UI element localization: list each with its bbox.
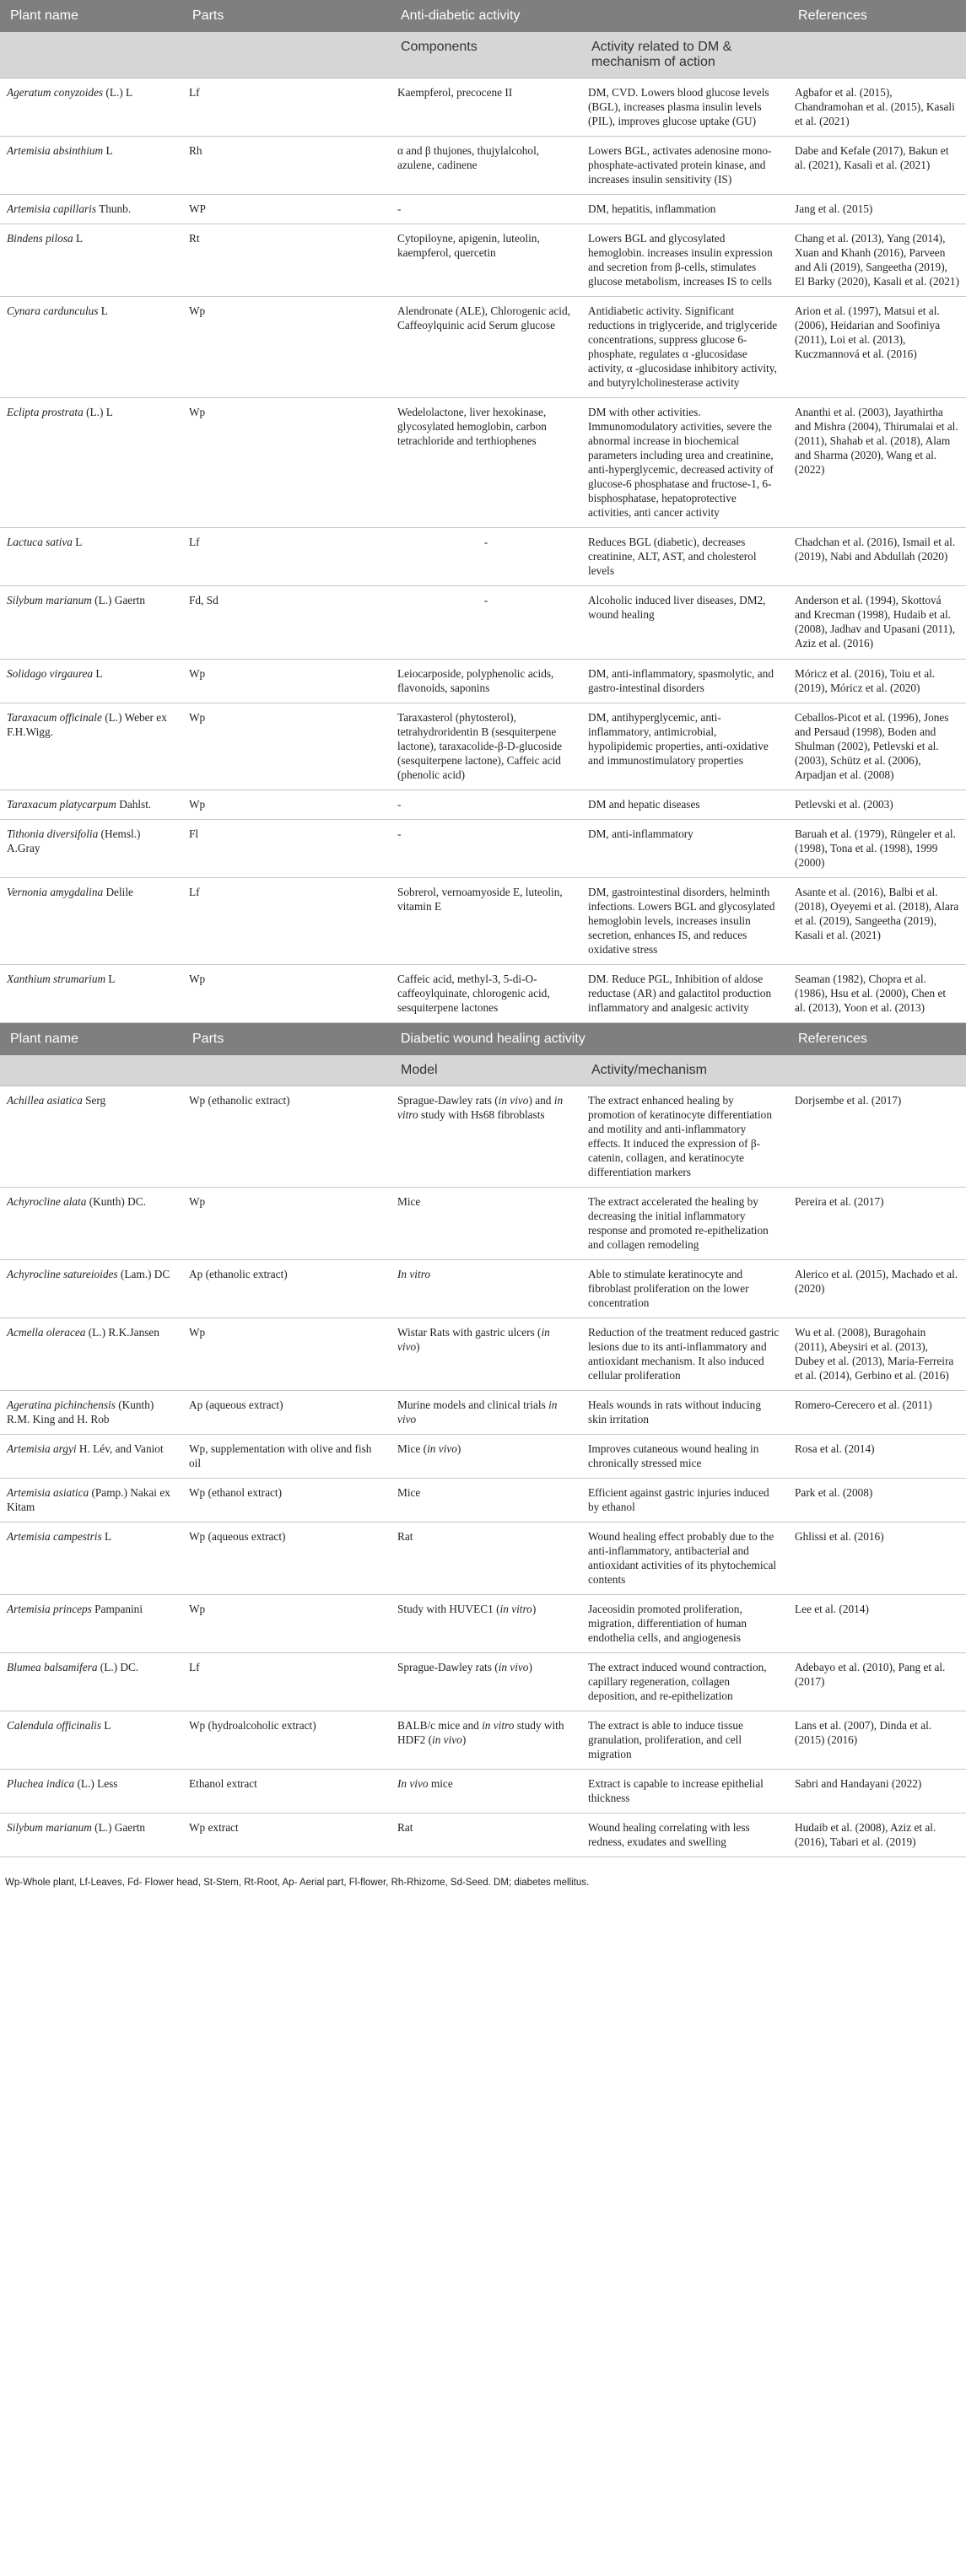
model-cell — [391, 1595, 581, 1653]
plant-authority: Thunb. — [96, 202, 132, 216]
section2-header — [0, 1022, 966, 1086]
activity-cell: DM, CVD. Lowers blood glucose levels (BGL), increases plasma insulin levels (PIL), improves glucose uptake (GU) — [581, 78, 788, 137]
activity-cell: Antidiabetic activity. Significant reductions in triglyceride, and triglyceride concentrations, suppress glucose 6-phosphate, regulates α -glucosidase activity, α -glucosidase inhibitory activity, and butyrylcholinesterase activity — [581, 297, 788, 398]
table-row — [0, 137, 966, 195]
table-row — [0, 1595, 966, 1653]
model-text: Sprague-Dawley rats ( — [397, 1661, 499, 1674]
references-cell: Anderson et al. (1994), Skottová and Krecman (1998), Hudaib et al. (2008), Jadhav and Upasani (2011), Aziz et al. (2016) — [788, 586, 966, 659]
model-text-italic: In vitro — [397, 1267, 431, 1280]
references-cell: Ceballos-Picot et al. (1996), Jones and Persaud (1998), Boden and Shulman (2002), Petlevski et al. (2003), Schütz et al. (2006), Arpadjan et al. (2008) — [788, 703, 966, 790]
plant-scientific-name: Achyrocline alata — [7, 1194, 87, 1208]
header-references: References — [788, 1022, 966, 1055]
table-row — [0, 528, 966, 586]
header-plant-name: Plant name — [0, 0, 182, 32]
model-cell — [391, 1711, 581, 1770]
components-cell: Caffeic acid, methyl-3, 5-di-O-caffeoylquinate, chlorogenic acid, sesquiterpene lactones — [391, 964, 581, 1022]
header-plant-name: Plant name — [0, 1022, 182, 1055]
parts-cell: Wp, supplementation with olive and fish oil — [182, 1435, 391, 1479]
parts-cell: Lf — [182, 877, 391, 964]
table-footnote: Wp-Whole plant, Lf-Leaves, Fd- Flower head, St-Stem, Rt-Root, Ap- Aerial part, Fl-flower, Rh-Rhizome, Sd-Seed. DM; diabetes mellitus. — [5, 1878, 590, 1889]
plant-authority: (L.) L — [103, 86, 133, 99]
plant-scientific-name: Lactuca sativa — [7, 536, 73, 549]
plant-scientific-name: Ageratina pichinchensis — [7, 1398, 116, 1412]
model-text: Mice ( — [397, 1442, 428, 1456]
plant-scientific-name: Xanthium strumarium — [7, 972, 106, 985]
model-text-italic: in vivo — [397, 1398, 558, 1426]
model-text: Wistar Rats with gastric ulcers ( — [397, 1326, 542, 1339]
plant-name-cell — [0, 398, 182, 528]
table-row — [0, 790, 966, 819]
parts-cell: Lf — [182, 528, 391, 586]
references-cell: Lee et al. (2014) — [788, 1595, 966, 1653]
table-row — [0, 877, 966, 964]
activity-cell: Lowers BGL and glycosylated hemoglobin. increases insulin expression and secretion from β-cells, stimulates glucose metabolism, increases IS to cells — [581, 224, 788, 297]
plant-scientific-name: Pluchea indica — [7, 1777, 75, 1791]
plant-name-cell — [0, 1479, 182, 1522]
model-cell — [391, 1522, 581, 1595]
parts-cell: Wp — [182, 1187, 391, 1259]
header-wound-healing-activity: Diabetic wound healing activity — [391, 1022, 788, 1055]
activity-cell: DM, anti-inflammatory, spasmolytic, and gastro-intestinal disorders — [581, 659, 788, 703]
parts-cell: Wp — [182, 1595, 391, 1653]
model-cell — [391, 1318, 581, 1391]
components-cell: Kaempferol, precocene II — [391, 78, 581, 137]
plant-authority: Pampanini — [91, 1603, 143, 1616]
model-text-italic: in vitro — [397, 1093, 564, 1121]
subheader-empty — [788, 32, 966, 78]
subheader-empty — [788, 1055, 966, 1086]
model-cell — [391, 1435, 581, 1479]
parts-cell: Ap (ethanolic extract) — [182, 1259, 391, 1318]
parts-cell: Lf — [182, 1653, 391, 1711]
activity-cell: The extract enhanced healing by promotion of keratinocyte differentiation and motility and anti-inflammatory effects. It induced the expression of β-catenin, collagen, and keratinocyte differentiation markers — [581, 1086, 788, 1187]
activity-cell: The extract accelerated the healing by decreasing the initial inflammatory response and promoted re-epithelization and collagen remodeling — [581, 1187, 788, 1259]
subheader-activity-mechanism: Activity/mechanism — [581, 1055, 788, 1086]
subheader-model: Model — [391, 1055, 581, 1086]
parts-cell: Rh — [182, 137, 391, 195]
model-text: Rat — [397, 1530, 413, 1544]
table-row — [0, 195, 966, 224]
plant-authority: (Pamp.) Nakai ex Kitam — [7, 1486, 170, 1514]
references-cell: Ananthi et al. (2003), Jayathirtha and Mishra (2004), Thirumalai et al. (2011), Shahab et al. (2018), Alam and Sharma (2020), Wang et al. (2022) — [788, 398, 966, 528]
section2-body — [0, 1086, 966, 1857]
plant-name-cell — [0, 1391, 182, 1435]
activity-cell: DM, hepatitis, inflammation — [581, 195, 788, 224]
plant-authority: L — [98, 304, 108, 318]
plant-scientific-name: Artemisia princeps — [7, 1603, 92, 1616]
model-text: BALB/c mice and — [397, 1719, 483, 1733]
plant-scientific-name: Calendula officinalis — [7, 1719, 101, 1733]
parts-cell: Fl — [182, 819, 391, 877]
model-text: study with HDF2 ( — [397, 1719, 564, 1747]
table-row — [0, 297, 966, 398]
header-references: References — [788, 0, 966, 32]
model-text-italic: in vivo — [427, 1442, 457, 1456]
components-cell: - — [391, 528, 581, 586]
plant-name-cell — [0, 1595, 182, 1653]
plant-name-cell — [0, 1770, 182, 1813]
activity-cell: Reduction of the treatment reduced gastric lesions due to its anti-inflammatory and antioxidant mechanism. It also induced cellular proliferation — [581, 1318, 788, 1391]
model-text: Mice — [397, 1486, 421, 1500]
table-row — [0, 1711, 966, 1770]
plant-name-cell — [0, 1086, 182, 1187]
table-row — [0, 1479, 966, 1522]
model-text-italic: in vivo — [498, 1093, 529, 1107]
references-cell: Alerico et al. (2015), Machado et al. (2020) — [788, 1259, 966, 1318]
table-row — [0, 78, 966, 137]
model-text-italic: in vitro — [499, 1603, 532, 1616]
table-row — [0, 1813, 966, 1857]
components-cell: - — [391, 586, 581, 659]
references-cell: Chadchan et al. (2016), Ismail et al. (2019), Nabi and Abdullah (2020) — [788, 528, 966, 586]
parts-cell: Wp (aqueous extract) — [182, 1522, 391, 1595]
components-cell: - — [391, 819, 581, 877]
components-cell: Cytopiloyne, apigenin, luteolin, kaempferol, quercetin — [391, 224, 581, 297]
plant-scientific-name: Artemisia argyi — [7, 1442, 77, 1456]
table-row — [0, 1259, 966, 1318]
plant-name-cell — [0, 877, 182, 964]
references-cell: Ghlissi et al. (2016) — [788, 1522, 966, 1595]
components-cell: Sobrerol, vernoamyoside E, luteolin, vitamin E — [391, 877, 581, 964]
references-cell: Dabe and Kefale (2017), Bakun et al. (2021), Kasali et al. (2021) — [788, 137, 966, 195]
references-cell: Asante et al. (2016), Balbi et al. (2018), Oyeyemi et al. (2018), Alara et al. (2019), Sangeetha (2019), Kasali et al. (2021) — [788, 877, 966, 964]
model-text: ) — [528, 1661, 532, 1674]
plant-authority: L — [103, 144, 113, 158]
plant-authority: (L.) Gaertn — [91, 594, 145, 607]
references-cell: Wu et al. (2008), Buragohain (2011), Abeysiri et al. (2013), Dubey et al. (2013), Maria-Ferreira et al. (2014), Gerbino et al. (2016) — [788, 1318, 966, 1391]
table-row — [0, 1653, 966, 1711]
plant-scientific-name: Silybum marianum — [7, 1821, 92, 1835]
model-cell — [391, 1391, 581, 1435]
components-cell: Leiocarposide, polyphenolic acids, flavonoids, saponins — [391, 659, 581, 703]
table-row — [0, 586, 966, 659]
activity-cell: DM, anti-inflammatory — [581, 819, 788, 877]
header-parts: Parts — [182, 1022, 391, 1055]
parts-cell: Lf — [182, 78, 391, 137]
parts-cell: Ethanol extract — [182, 1770, 391, 1813]
references-cell: Dorjsembe et al. (2017) — [788, 1086, 966, 1187]
plant-scientific-name: Artemisia capillaris — [7, 202, 97, 216]
plant-scientific-name: Artemisia absinthium — [7, 144, 104, 158]
activity-cell: DM, gastrointestinal disorders, helminth infections. Lowers BGL and glycosylated hemoglobin levels, increases insulin secretion, enhances IS, and reduces oxidative stress — [581, 877, 788, 964]
plant-authority: L — [105, 972, 116, 985]
plant-authority: L — [101, 1530, 112, 1544]
activity-cell: DM and hepatic diseases — [581, 790, 788, 819]
table-row — [0, 1770, 966, 1813]
references-cell: Seaman (1982), Chopra et al. (1986), Hsu et al. (2000), Chen et al. (2013), Yoon et al. (2013) — [788, 964, 966, 1022]
activity-cell: The extract induced wound contraction, capillary regeneration, collagen deposition, and re-epithelization — [581, 1653, 788, 1711]
plant-scientific-name: Ageratum conyzoides — [7, 86, 104, 99]
plant-authority: (Hemsl.) A.Gray — [7, 827, 141, 854]
plant-scientific-name: Silybum marianum — [7, 594, 92, 607]
activity-cell: DM. Reduce PGL, Inhibition of aldose reductase (AR) and galactitol production inflammatory and analgesic activity — [581, 964, 788, 1022]
references-cell: Arion et al. (1997), Matsui et al. (2006), Heidarian and Soofiniya (2011), Loi et al. (2013), Kuczmannová et al. (2016) — [788, 297, 966, 398]
activity-cell: Jaceosidin promoted proliferation, migration, differentiation of human endothelia cells, and angiogenesis — [581, 1595, 788, 1653]
table-row — [0, 398, 966, 528]
plant-name-cell — [0, 137, 182, 195]
model-text: Mice — [397, 1194, 421, 1208]
plant-authority: Delile — [103, 885, 133, 898]
references-cell: Baruah et al. (1979), Rüngeler et al. (1998), Tona et al. (1998), 1999 (2000) — [788, 819, 966, 877]
parts-cell: Wp (ethanolic extract) — [182, 1086, 391, 1187]
components-cell: - — [391, 195, 581, 224]
plant-authority: Serg — [82, 1093, 106, 1107]
subheader-empty — [182, 32, 391, 78]
activity-cell: DM, antihyperglycemic, anti-inflammatory, antimicrobial, hypolipidemic properties, anti-oxidative and immunostimulatory properties — [581, 703, 788, 790]
plant-authority: (L.) Weber ex F.H.Wigg. — [7, 710, 167, 738]
references-cell: Petlevski et al. (2003) — [788, 790, 966, 819]
plant-authority: (Lam.) DC — [117, 1267, 170, 1280]
plant-name-cell — [0, 586, 182, 659]
table-row — [0, 1318, 966, 1391]
plant-name-cell — [0, 703, 182, 790]
model-cell — [391, 1653, 581, 1711]
model-text: Rat — [397, 1821, 413, 1835]
references-cell: Jang et al. (2015) — [788, 195, 966, 224]
references-cell: Hudaib et al. (2008), Aziz et al. (2016), Tabari et al. (2019) — [788, 1813, 966, 1857]
subheader-empty — [0, 1055, 182, 1086]
plant-scientific-name: Vernonia amygdalina — [7, 885, 104, 898]
plant-authority: L — [93, 666, 103, 680]
parts-cell: WP — [182, 195, 391, 224]
plant-name-cell — [0, 1522, 182, 1595]
table-row — [0, 659, 966, 703]
plant-name-cell — [0, 659, 182, 703]
plant-name-cell — [0, 1435, 182, 1479]
model-cell — [391, 1259, 581, 1318]
plant-name-cell — [0, 297, 182, 398]
plant-authority: (L.) DC. — [97, 1661, 139, 1674]
subheader-empty — [182, 1055, 391, 1086]
parts-cell: Wp (hydroalcoholic extract) — [182, 1711, 391, 1770]
model-text: ) — [416, 1340, 420, 1354]
activity-cell: Reduces BGL (diabetic), decreases creatinine, ALT, AST, and cholesterol levels — [581, 528, 788, 586]
components-cell: Taraxasterol (phytosterol), tetrahydroridentin B (sesquiterpene lactone), taraxacolide-β-D-glucoside (sesquiterpene lactone), Caffeic acid (phenolic acid) — [391, 703, 581, 790]
plant-authority: L — [100, 1719, 111, 1733]
plant-scientific-name: Cynara cardunculus — [7, 304, 99, 318]
model-text: ) — [461, 1733, 467, 1747]
plant-name-cell — [0, 790, 182, 819]
activity-cell: Able to stimulate keratinocyte and fibroblast proliferation on the lower concentration — [581, 1259, 788, 1318]
references-cell: Chang et al. (2013), Yang (2014), Xuan and Khanh (2016), Parveen and Ali (2019), Sangeetha (2019), El Barky (2020), Kasali et al. (2021) — [788, 224, 966, 297]
table-row — [0, 1086, 966, 1187]
plant-name-cell — [0, 528, 182, 586]
activity-cell: Improves cutaneous wound healing in chronically stressed mice — [581, 1435, 788, 1479]
parts-cell: Wp — [182, 398, 391, 528]
activity-cell: Efficient against gastric injuries induced by ethanol — [581, 1479, 788, 1522]
activity-cell: The extract is able to induce tissue granulation, proliferation, and cell migration — [581, 1711, 788, 1770]
plant-scientific-name: Solidago virgaurea — [7, 666, 94, 680]
header-parts: Parts — [182, 0, 391, 32]
plant-authority: (L.) Gaertn — [91, 1821, 145, 1835]
plant-scientific-name: Acmella oleracea — [7, 1326, 86, 1339]
references-cell: Adebayo et al. (2010), Pang et al. (2017) — [788, 1653, 966, 1711]
activity-cell: Extract is capable to increase epithelial thickness — [581, 1770, 788, 1813]
plant-authority: L — [72, 536, 83, 549]
parts-cell: Rt — [182, 224, 391, 297]
subheader-components: Components — [391, 32, 581, 78]
plant-name-cell — [0, 1318, 182, 1391]
activity-cell: DM with other activities. Immunomodulatory activities, severe the abnormal increase in biochemical parameters including urea and creatinine, anti-hyperglycemic, decreased activity of glucose-6 phosphatase and fructose-1, 6-bisphosphatase, hepatoprotective activities, anti cancer activity — [581, 398, 788, 528]
model-text: Sprague-Dawley rats ( — [397, 1093, 499, 1107]
plant-name-cell — [0, 1259, 182, 1318]
plant-name-cell — [0, 1711, 182, 1770]
plant-scientific-name: Blumea balsamifera — [7, 1661, 98, 1674]
plant-scientific-name: Taraxacum officinale — [7, 710, 102, 724]
model-text: study with Hs68 fibroblasts — [418, 1107, 545, 1121]
model-text: Murine models and clinical trials — [397, 1398, 549, 1412]
model-cell — [391, 1770, 581, 1813]
model-text-italic: in vitro — [482, 1719, 515, 1733]
parts-cell: Wp — [182, 964, 391, 1022]
activity-cell: Wound healing correlating with less redness, exudates and swelling — [581, 1813, 788, 1857]
parts-cell: Wp — [182, 703, 391, 790]
plant-name-cell — [0, 819, 182, 877]
model-text: ) — [532, 1603, 537, 1616]
components-cell: α and β thujones, thujylalcohol, azulene, cadinene — [391, 137, 581, 195]
references-cell: Pereira et al. (2017) — [788, 1187, 966, 1259]
parts-cell: Wp — [182, 659, 391, 703]
parts-cell: Wp extract — [182, 1813, 391, 1857]
references-cell: Park et al. (2008) — [788, 1479, 966, 1522]
table-row — [0, 1522, 966, 1595]
parts-cell: Wp — [182, 1318, 391, 1391]
plant-authority: (Kunth) DC. — [86, 1194, 146, 1208]
plant-name-cell — [0, 1187, 182, 1259]
table-row — [0, 224, 966, 297]
table-row — [0, 1187, 966, 1259]
components-cell: Wedelolactone, liver hexokinase, glycosylated hemoglobin, carbon tetrachloride and terthiophenes — [391, 398, 581, 528]
plant-name-cell — [0, 1813, 182, 1857]
plant-authority: (L.) Less — [74, 1777, 118, 1791]
parts-cell: Ap (aqueous extract) — [182, 1391, 391, 1435]
plant-scientific-name: Achillea asiatica — [7, 1093, 83, 1107]
model-cell — [391, 1187, 581, 1259]
parts-cell: Wp (ethanol extract) — [182, 1479, 391, 1522]
table-row — [0, 1435, 966, 1479]
model-text: ) and — [528, 1093, 554, 1107]
plant-name-cell — [0, 195, 182, 224]
table-row — [0, 1391, 966, 1435]
plant-authority: (L.) L — [83, 406, 113, 419]
plant-authority: (L.) R.K.Jansen — [85, 1326, 159, 1339]
references-cell: Rosa et al. (2014) — [788, 1435, 966, 1479]
plant-authority: H. Lév, and Vaniot — [76, 1442, 164, 1456]
plant-name-cell — [0, 78, 182, 137]
plant-name-cell — [0, 224, 182, 297]
parts-cell: Wp — [182, 297, 391, 398]
model-text: Study with HUVEC1 ( — [397, 1603, 500, 1616]
model-cell — [391, 1479, 581, 1522]
plant-scientific-name: Artemisia campestris — [7, 1530, 102, 1544]
plant-authority: Dahlst. — [116, 797, 152, 811]
activity-cell: Alcoholic induced liver diseases, DM2, wound healing — [581, 586, 788, 659]
references-cell: Sabri and Handayani (2022) — [788, 1770, 966, 1813]
references-cell: Agbafor et al. (2015), Chandramohan et al. (2015), Kasali et al. (2021) — [788, 78, 966, 137]
model-text-italic: In vivo — [397, 1777, 429, 1791]
activity-cell: Lowers BGL, activates adenosine mono-phosphate-activated protein kinase, and increases insulin sensitivity (IS) — [581, 137, 788, 195]
model-text-italic: in vivo — [432, 1733, 462, 1747]
header-anti-diabetic-activity: Anti-diabetic activity — [391, 0, 788, 32]
plant-authority: (Kunth) R.M. King and H. Rob — [7, 1398, 154, 1426]
components-cell: - — [391, 790, 581, 819]
references-cell: Romero-Cerecero et al. (2011) — [788, 1391, 966, 1435]
subheader-empty — [0, 32, 182, 78]
model-text: mice — [428, 1777, 453, 1791]
model-text-italic: in vivo — [397, 1326, 550, 1354]
section1-header — [0, 0, 966, 78]
plant-scientific-name: Artemisia asiatica — [7, 1486, 89, 1500]
section1-body — [0, 78, 966, 1023]
references-cell: Lans et al. (2007), Dinda et al. (2015) (2016) — [788, 1711, 966, 1770]
references-cell: Móricz et al. (2016), Toiu et al. (2019), Móricz et al. (2020) — [788, 659, 966, 703]
table-row — [0, 819, 966, 877]
parts-cell: Wp — [182, 790, 391, 819]
table-row — [0, 964, 966, 1022]
plant-scientific-name: Eclipta prostrata — [7, 406, 84, 419]
plant-name-cell — [0, 964, 182, 1022]
activity-cell: Wound healing effect probably due to the anti-inflammatory, antibacterial and antioxidant activities of its phytochemical contents — [581, 1522, 788, 1595]
plant-scientific-name: Bindens pilosa — [7, 232, 73, 245]
model-text: ) — [456, 1442, 461, 1456]
plant-name-cell — [0, 1653, 182, 1711]
plant-authority: L — [73, 232, 84, 245]
plant-scientific-name: Achyrocline satureioides — [7, 1267, 118, 1280]
subheader-activity-mechanism: Activity related to DM & mechanism of action — [581, 32, 788, 78]
parts-cell: Fd, Sd — [182, 586, 391, 659]
components-cell: Alendronate (ALE), Chlorogenic acid, Caffeoylquinic acid Serum glucose — [391, 297, 581, 398]
table-row — [0, 703, 966, 790]
model-cell — [391, 1086, 581, 1187]
plant-scientific-name: Taraxacum platycarpum — [7, 797, 116, 811]
model-text-italic: in vivo — [498, 1661, 529, 1674]
activity-cell: Heals wounds in rats without inducing skin irritation — [581, 1391, 788, 1435]
model-cell — [391, 1813, 581, 1857]
plant-scientific-name: Tithonia diversifolia — [7, 827, 99, 840]
